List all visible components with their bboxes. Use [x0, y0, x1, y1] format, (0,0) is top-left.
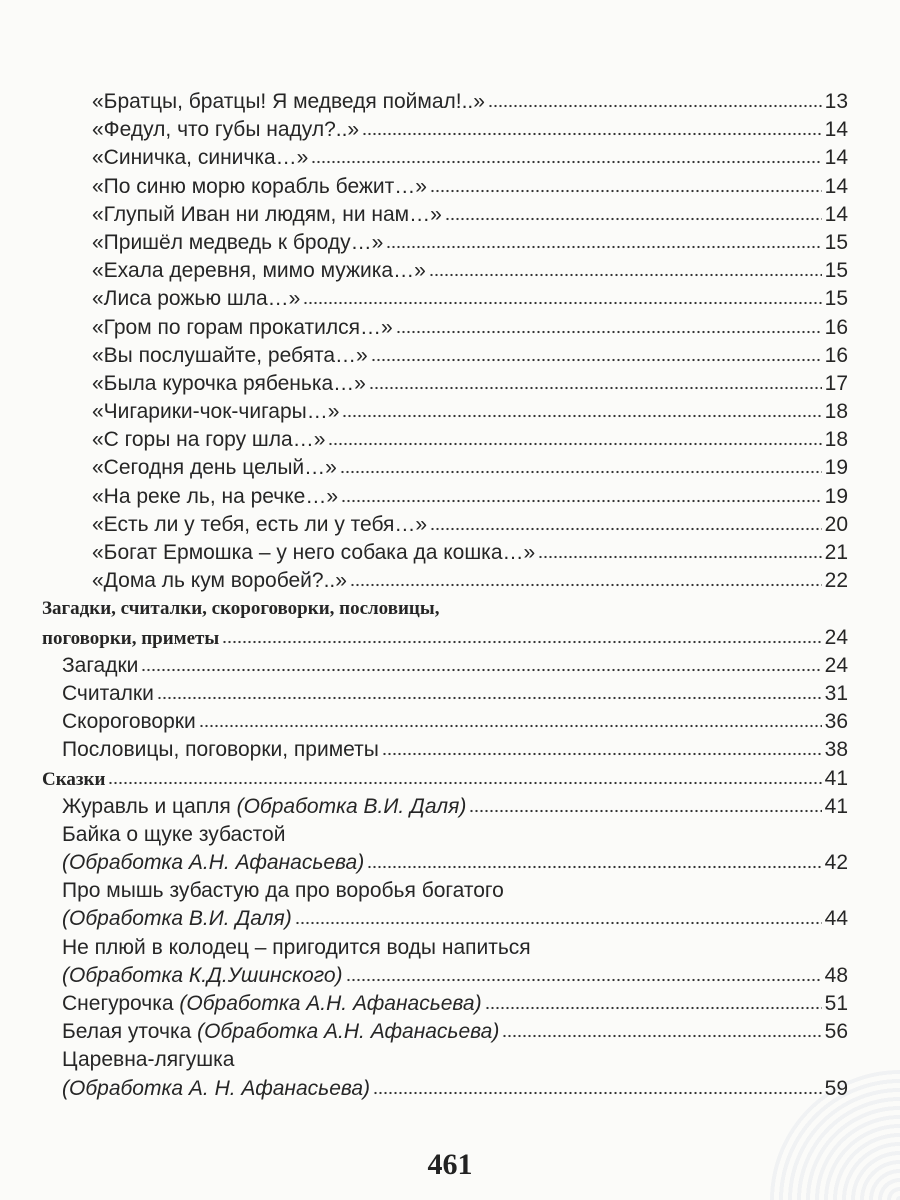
dot-leader [295, 921, 822, 925]
entry-title: Загадки, считалки, скороговорки, пословицы, [42, 598, 440, 620]
entry-page: 19 [824, 456, 848, 480]
toc-entry [0, 229, 900, 257]
toc-entry [0, 370, 900, 398]
entry-page: 22 [824, 569, 848, 593]
entry-text: Журавль и цапля [62, 794, 237, 818]
toc-entry [0, 511, 900, 539]
entry-title [92, 539, 535, 567]
dot-leader [502, 1034, 821, 1038]
dot-leader [303, 301, 821, 305]
entry-page: 19 [824, 484, 848, 508]
dot-leader [445, 217, 822, 221]
dot-leader [382, 752, 822, 756]
entry-title [92, 257, 426, 285]
dot-leader [430, 189, 822, 193]
entry-text: Пословицы, поговорки, приметы [62, 738, 379, 762]
entry-title [92, 511, 427, 539]
dot-leader [396, 330, 822, 334]
toc-entry-line [0, 821, 900, 849]
entry-adaptation: (Обработка А.Н. Афанасьева) [179, 992, 482, 1015]
toc-entry [0, 285, 900, 313]
entry-page: 16 [824, 315, 848, 339]
toc-entry [0, 539, 900, 567]
entry-title [62, 1075, 370, 1103]
entry-page: 14 [824, 118, 848, 142]
entry-page: 17 [824, 371, 848, 395]
entry-page: 21 [824, 541, 848, 564]
entry-title [92, 454, 337, 482]
toc-entry [0, 680, 900, 708]
toc-entry-line [0, 1046, 900, 1074]
entry-title [92, 483, 338, 511]
entry-text: Снегурочка [62, 992, 180, 1015]
entry-text: «Гром по горам прокатился…» [92, 315, 393, 339]
entry-title [62, 905, 292, 933]
entry-text: «Пришёл медведь к броду…» [92, 230, 384, 254]
entry-text: «Чигарики-чок-чигары…» [92, 400, 340, 424]
toc-entry [0, 257, 900, 285]
dot-leader [222, 640, 821, 644]
entry-title: Не плюй в колодец – пригодится воды напиться [62, 935, 531, 959]
entry-text: «С горы на гору шла…» [92, 428, 326, 452]
entry-text: «Синичка, синичка…» [92, 146, 309, 170]
entry-text: «Лиса рожью шла…» [92, 287, 301, 311]
entry-page: 41 [824, 766, 848, 790]
entry-text: «Богат Ермошка – у него собака да кошка…» [92, 541, 536, 564]
dot-leader [371, 358, 822, 362]
entry-page: 14 [824, 174, 848, 198]
entry-text: «Была курочка рябенька…» [92, 371, 366, 395]
entry-adaptation: (Обработка В.И. Даля) [62, 907, 292, 931]
entry-page: 44 [824, 907, 848, 931]
dot-leader [430, 527, 822, 531]
dot-leader [157, 696, 822, 700]
table-of-contents [0, 88, 900, 1103]
entry-title [92, 567, 347, 595]
dot-leader [488, 104, 822, 108]
entry-page: 24 [824, 625, 848, 649]
entry-title [92, 201, 442, 229]
toc-entry [0, 144, 900, 172]
entry-text: «Сегодня день целый…» [92, 456, 337, 480]
toc-entry [0, 793, 900, 821]
entry-title [62, 708, 196, 736]
entry-adaptation: (Обработка К.Д.Ушинского) [62, 963, 343, 987]
toc-entry [0, 1018, 900, 1046]
entry-page: 13 [824, 90, 848, 113]
toc-entry-line [0, 595, 900, 623]
entry-page: 15 [824, 230, 848, 254]
entry-title [62, 680, 154, 708]
entry-page: 42 [824, 851, 848, 875]
entry-text: «Вы послушайте, ребята…» [92, 343, 368, 367]
entry-text: Белая уточка [62, 1020, 198, 1044]
entry-text: «Братцы, братцы! Я медведя поймал!..» [92, 90, 485, 113]
toc-entry [0, 962, 900, 990]
page-number: 461 [427, 1148, 473, 1181]
toc-entry [0, 454, 900, 482]
toc-entry [0, 652, 900, 680]
entry-adaptation: (Обработка В.И. Даля) [236, 794, 467, 818]
entry-title [62, 1018, 499, 1046]
entry-title [92, 285, 300, 313]
entry-page: 36 [824, 710, 848, 734]
entry-text: Загадки [62, 653, 139, 677]
entry-page: 16 [824, 343, 848, 367]
entry-title [92, 229, 383, 257]
entry-page: 56 [824, 1020, 848, 1044]
entry-title [62, 793, 466, 821]
entry-text: «Ехала деревня, мимо мужика…» [92, 259, 426, 283]
entry-page: 59 [824, 1076, 848, 1100]
dot-leader [342, 414, 821, 418]
toc-entry [0, 426, 900, 454]
entry-title [92, 398, 339, 426]
toc-entry [0, 905, 900, 933]
dot-leader [341, 499, 822, 503]
dot-leader [199, 724, 822, 728]
entry-page: 24 [824, 653, 848, 677]
entry-adaptation: (Обработка А.Н. Афанасьева) [62, 851, 365, 875]
entry-text: «Федул, что губы надул?..» [92, 118, 360, 142]
dot-leader [340, 470, 822, 474]
entry-page: 14 [824, 202, 848, 226]
dot-leader [386, 245, 821, 249]
toc-entry [0, 173, 900, 201]
toc-entry-line [0, 877, 900, 905]
entry-page: 48 [824, 963, 848, 987]
entry-title: Байка о щуке зубастой [62, 822, 286, 846]
toc-entry [0, 990, 900, 1018]
entry-page: 18 [824, 428, 848, 452]
entry-title [92, 370, 366, 398]
toc-entry [0, 1075, 900, 1103]
toc-entry [0, 624, 900, 652]
entry-title [62, 962, 343, 990]
toc-entry [0, 567, 900, 595]
entry-text: Считалки [62, 681, 154, 705]
dot-leader [429, 273, 822, 277]
dot-leader [311, 160, 821, 164]
toc-entry [0, 201, 900, 229]
dot-leader [469, 809, 821, 813]
entry-page: 15 [824, 287, 848, 311]
entry-page: 41 [824, 794, 848, 818]
entry-text: поговорки, приметы [42, 627, 220, 649]
entry-page: 31 [824, 681, 848, 705]
entry-page: 18 [824, 400, 848, 424]
dot-leader [373, 1091, 822, 1095]
entry-title [92, 88, 485, 116]
entry-title [92, 342, 368, 370]
dot-leader [328, 442, 821, 446]
dot-leader [485, 1006, 822, 1010]
entry-page: 38 [824, 738, 848, 762]
toc-entry [0, 708, 900, 736]
entry-title: Царевна-лягушка [62, 1048, 235, 1072]
dot-leader [108, 781, 821, 785]
entry-text: Скороговорки [62, 710, 196, 734]
entry-title [92, 173, 427, 201]
toc-entry [0, 765, 900, 793]
entry-title [42, 625, 219, 653]
entry-text: «Есть ли у тебя, есть ли у тебя…» [92, 512, 428, 536]
entry-page: 51 [824, 992, 848, 1015]
dot-leader [362, 132, 822, 136]
dot-leader [350, 583, 822, 587]
dot-leader [369, 386, 822, 390]
entry-title [92, 426, 325, 454]
toc-entry [0, 483, 900, 511]
entry-title [62, 736, 379, 764]
entry-title [92, 116, 359, 144]
dot-leader [367, 865, 821, 869]
toc-entry [0, 736, 900, 764]
toc-entry-line [0, 934, 900, 962]
toc-entry [0, 314, 900, 342]
entry-text: «По синю морю корабль бежит…» [92, 174, 427, 198]
dot-leader [346, 978, 822, 982]
toc-entry [0, 88, 900, 116]
entry-title [42, 766, 105, 794]
entry-text: «Глупый Иван ни людям, ни нам…» [92, 202, 442, 226]
entry-text: Сказки [42, 768, 106, 790]
entry-text: «Дома ль кум воробей?..» [92, 569, 347, 593]
entry-page: 14 [824, 146, 848, 170]
entry-text: «На реке ль, на речке…» [92, 484, 339, 508]
toc-entry [0, 342, 900, 370]
entry-adaptation: (Обработка А.Н. Афанасьева) [197, 1020, 500, 1044]
toc-entry [0, 849, 900, 877]
entry-title: Про мышь зубастую да про воробья богатого [62, 879, 504, 903]
entry-title [92, 314, 393, 342]
toc-entry [0, 398, 900, 426]
entry-title [62, 849, 364, 877]
entry-title [62, 990, 482, 1018]
entry-adaptation: (Обработка А. Н. Афанасьева) [62, 1076, 371, 1100]
dot-leader [141, 668, 821, 672]
dot-leader [538, 555, 821, 559]
entry-title [62, 652, 138, 680]
entry-page: 20 [824, 512, 848, 536]
toc-entry [0, 116, 900, 144]
entry-title [92, 144, 308, 172]
entry-page: 15 [824, 259, 848, 283]
